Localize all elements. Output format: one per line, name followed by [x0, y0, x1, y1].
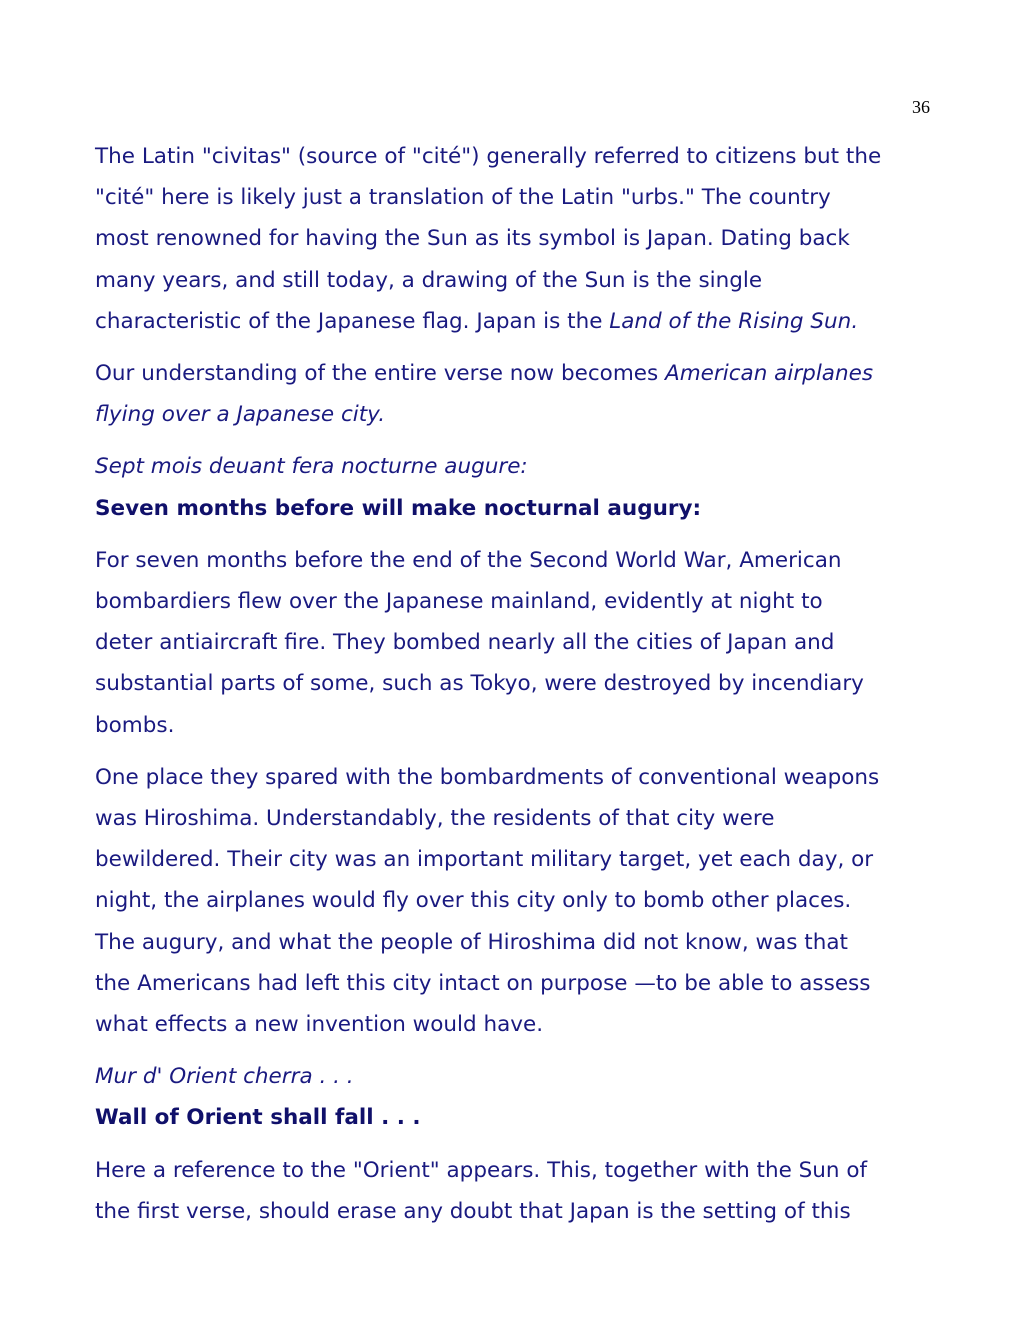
paragraph-seven-months [95, 540, 935, 746]
verse-french-text: Sept mois deuant fera nocturne augure: [95, 454, 528, 480]
text-line: many years, and still today, a drawing of the Sun is the single [95, 267, 763, 293]
verse-english-line [95, 1097, 935, 1138]
verse-french-text: Mur d' Orient cherra . . . [95, 1064, 354, 1090]
italic-phrase: American airplanes [665, 361, 874, 387]
text-line: The Latin "civitas" (source of "cité") generally referred to citizens but the [95, 144, 882, 169]
text-line [95, 394, 935, 435]
text-line: most renowned for having the Sun as its symbol is Japan. Dating back [95, 226, 850, 252]
text-line: The augury, and what the people of Hiroshima did not know, was that [95, 929, 848, 955]
paragraph-verse-understanding [95, 353, 935, 435]
text-segment: Our understanding of the entire verse now becomes [95, 361, 666, 387]
text-line: "cité" here is likely just a translation of the Latin "urbs." The country [95, 185, 831, 211]
page-number: 36 [912, 97, 930, 117]
text-line: the Americans had left this city intact on purpose —to be able to assess [95, 970, 871, 996]
paragraph-hiroshima [95, 757, 935, 1045]
paragraph-orient [95, 1150, 935, 1232]
text-line: bombardiers flew over the Japanese mainland, evidently at night to [95, 589, 823, 615]
verse-french-line [95, 446, 935, 487]
text-line: Here a reference to the "Orient" appears. This, together with the Sun of [95, 1157, 868, 1183]
verse-english-text: Wall of Orient shall fall . . . [95, 1105, 421, 1131]
text-line: substantial parts of some, such as Tokyo, were destroyed by incendiary [95, 671, 864, 697]
verse-english-line [95, 488, 935, 529]
italic-phrase: Land of the Rising Sun. [609, 308, 859, 334]
italic-phrase: flying over a Japanese city. [95, 402, 386, 428]
text-line: bombs. [95, 712, 175, 738]
verse-french-line [95, 1056, 935, 1097]
text-line: For seven months before the end of the Second World War, American [95, 547, 842, 573]
text-line: deter antiaircraft fire. They bombed nearly all the cities of Japan and [95, 630, 835, 656]
document-body [95, 136, 935, 1243]
text-line: bewildered. Their city was an important military target, yet each day, or [95, 847, 874, 873]
text-line: night, the airplanes would fly over this city only to bomb other places. [95, 888, 852, 914]
text-segment: characteristic of the Japanese flag. Japan is the [95, 308, 610, 334]
text-line: was Hiroshima. Understandably, the residents of that city were [95, 806, 775, 832]
text-line: the first verse, should erase any doubt that Japan is the setting of this [95, 1198, 851, 1224]
paragraph-latin-civitas [95, 136, 935, 342]
text-line [95, 301, 935, 342]
text-line: One place they spared with the bombardments of conventional weapons [95, 764, 880, 790]
verse-english-text: Seven months before will make nocturnal augury: [95, 495, 702, 521]
text-line: what effects a new invention would have. [95, 1012, 544, 1038]
text-line [95, 353, 935, 394]
